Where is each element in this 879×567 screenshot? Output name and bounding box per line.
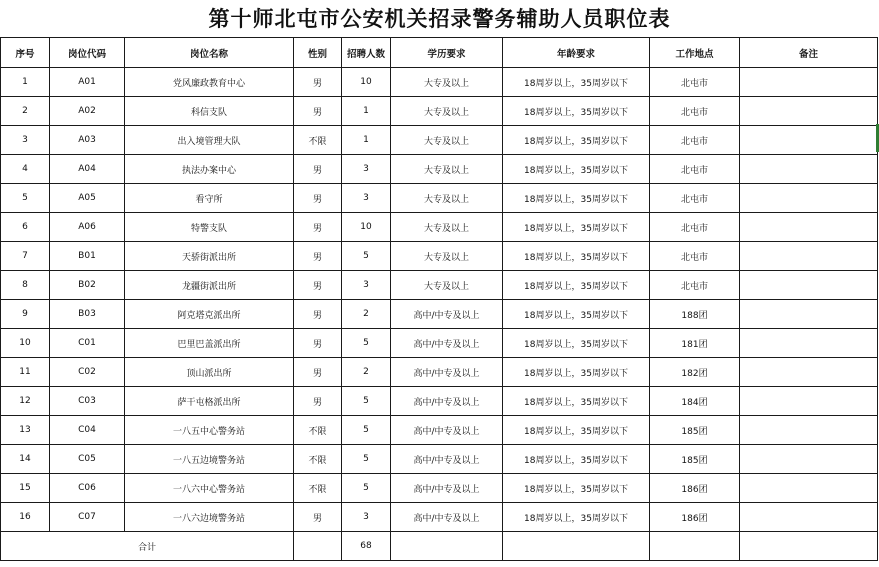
cell-code[interactable]: C05: [50, 445, 125, 474]
header-row: [1, 38, 878, 68]
cell-remark[interactable]: [740, 155, 878, 184]
table-row: [1, 213, 878, 242]
cell-location[interactable]: 182团: [650, 358, 740, 387]
cell-location[interactable]: 北屯市: [650, 271, 740, 300]
cell-name[interactable]: 萨干屯格派出所: [125, 387, 294, 416]
cell-remark[interactable]: [740, 474, 878, 503]
cell-gender[interactable]: 不限: [294, 474, 342, 503]
cell-seq[interactable]: 6: [1, 213, 50, 242]
table-row: [1, 68, 878, 97]
cell-remark[interactable]: [740, 184, 878, 213]
cell-age[interactable]: 18周岁以上，35周岁以下: [503, 358, 650, 387]
cell-education[interactable]: 高中/中专及以上: [391, 329, 503, 358]
table-row: [1, 474, 878, 503]
header-name[interactable]: 岗位名称: [125, 38, 294, 68]
cell-name[interactable]: 阿克塔克派出所: [125, 300, 294, 329]
cell-location[interactable]: 186团: [650, 503, 740, 532]
cell-count[interactable]: 3: [342, 503, 391, 532]
cell-remark[interactable]: [740, 387, 878, 416]
cell-seq[interactable]: 10: [1, 329, 50, 358]
cell-code[interactable]: A03: [50, 126, 125, 155]
cell-remark[interactable]: [740, 242, 878, 271]
table-row: [1, 300, 878, 329]
cell-name[interactable]: 一八六边境警务站: [125, 503, 294, 532]
cell-remark[interactable]: [740, 213, 878, 242]
cell-location[interactable]: 北屯市: [650, 126, 740, 155]
cell-location[interactable]: 181团: [650, 329, 740, 358]
cell-name[interactable]: 科信支队: [125, 97, 294, 126]
cell-count[interactable]: 1: [342, 126, 391, 155]
cell-code[interactable]: C02: [50, 358, 125, 387]
cell-seq[interactable]: 12: [1, 387, 50, 416]
cell-seq[interactable]: 9: [1, 300, 50, 329]
total-count[interactable]: 68: [342, 532, 391, 561]
cell-gender[interactable]: 男: [294, 242, 342, 271]
cell-gender[interactable]: 男: [294, 300, 342, 329]
cell-seq[interactable]: 11: [1, 358, 50, 387]
cell-code[interactable]: C01: [50, 329, 125, 358]
total-location-cell[interactable]: [650, 532, 740, 561]
cell-count[interactable]: 5: [342, 474, 391, 503]
cell-code[interactable]: A04: [50, 155, 125, 184]
cell-count[interactable]: 5: [342, 416, 391, 445]
cell-gender[interactable]: 男: [294, 271, 342, 300]
cell-location[interactable]: 北屯市: [650, 184, 740, 213]
document-title: 第十师北屯市公安机关招录警务辅助人员职位表: [208, 6, 671, 31]
cell-location[interactable]: 188团: [650, 300, 740, 329]
cell-gender[interactable]: 男: [294, 387, 342, 416]
cell-education[interactable]: 大专及以上: [391, 242, 503, 271]
cell-name[interactable]: 一八五中心警务站: [125, 416, 294, 445]
cell-age[interactable]: 18周岁以上，35周岁以下: [503, 329, 650, 358]
cell-name[interactable]: 执法办案中心: [125, 155, 294, 184]
cell-name[interactable]: 一八五边境警务站: [125, 445, 294, 474]
cell-location[interactable]: 北屯市: [650, 155, 740, 184]
cell-code[interactable]: C07: [50, 503, 125, 532]
cell-remark[interactable]: [740, 271, 878, 300]
cell-count[interactable]: 2: [342, 300, 391, 329]
table-row: [1, 97, 878, 126]
header-education[interactable]: 学历要求: [391, 38, 503, 68]
cell-education[interactable]: 高中/中专及以上: [391, 474, 503, 503]
total-gender-cell[interactable]: [294, 532, 342, 561]
positions-table: [0, 37, 878, 561]
cell-gender[interactable]: 男: [294, 503, 342, 532]
cell-seq[interactable]: 1: [1, 68, 50, 97]
cell-age[interactable]: 18周岁以上，35周岁以下: [503, 474, 650, 503]
cell-seq[interactable]: 16: [1, 503, 50, 532]
total-age-cell[interactable]: [503, 532, 650, 561]
cell-age[interactable]: 18周岁以上，35周岁以下: [503, 97, 650, 126]
cell-code[interactable]: C04: [50, 416, 125, 445]
cell-location[interactable]: 北屯市: [650, 213, 740, 242]
cell-seq[interactable]: 5: [1, 184, 50, 213]
cell-remark[interactable]: [740, 68, 878, 97]
cell-location[interactable]: 185团: [650, 416, 740, 445]
cell-count[interactable]: 5: [342, 387, 391, 416]
table-row: [1, 358, 878, 387]
cell-count[interactable]: 1: [342, 97, 391, 126]
header-location[interactable]: 工作地点: [650, 38, 740, 68]
cell-code[interactable]: A02: [50, 97, 125, 126]
header-code[interactable]: 岗位代码: [50, 38, 125, 68]
cell-age[interactable]: 18周岁以上，35周岁以下: [503, 155, 650, 184]
cell-code[interactable]: A05: [50, 184, 125, 213]
cell-gender[interactable]: 男: [294, 97, 342, 126]
header-seq[interactable]: 序号: [1, 38, 50, 68]
cell-location[interactable]: 186团: [650, 474, 740, 503]
cell-age[interactable]: 18周岁以上，35周岁以下: [503, 387, 650, 416]
cell-gender[interactable]: 不限: [294, 126, 342, 155]
cell-remark[interactable]: [740, 300, 878, 329]
cell-age[interactable]: 18周岁以上，35周岁以下: [503, 300, 650, 329]
cell-gender[interactable]: 不限: [294, 416, 342, 445]
cell-education[interactable]: 大专及以上: [391, 213, 503, 242]
cell-gender[interactable]: 男: [294, 213, 342, 242]
cell-education[interactable]: 大专及以上: [391, 68, 503, 97]
table-row: [1, 242, 878, 271]
cell-education[interactable]: 大专及以上: [391, 155, 503, 184]
cell-education[interactable]: 高中/中专及以上: [391, 503, 503, 532]
cell-age[interactable]: 18周岁以上，35周岁以下: [503, 242, 650, 271]
cell-gender[interactable]: 男: [294, 68, 342, 97]
cell-age[interactable]: 18周岁以上，35周岁以下: [503, 445, 650, 474]
cell-location[interactable]: 185团: [650, 445, 740, 474]
table-row: [1, 126, 878, 155]
table-row: [1, 155, 878, 184]
cell-seq[interactable]: 8: [1, 271, 50, 300]
cell-remark[interactable]: [740, 97, 878, 126]
cell-education[interactable]: 高中/中专及以上: [391, 358, 503, 387]
cell-count[interactable]: 5: [342, 445, 391, 474]
cell-count[interactable]: 3: [342, 155, 391, 184]
cell-seq[interactable]: 2: [1, 97, 50, 126]
cell-name[interactable]: 龙疆街派出所: [125, 271, 294, 300]
cell-code[interactable]: B01: [50, 242, 125, 271]
cell-education[interactable]: 大专及以上: [391, 97, 503, 126]
cell-code[interactable]: C03: [50, 387, 125, 416]
cell-age[interactable]: 18周岁以上，35周岁以下: [503, 184, 650, 213]
cell-count[interactable]: 10: [342, 213, 391, 242]
table-row: [1, 503, 878, 532]
table-row: [1, 387, 878, 416]
header-count[interactable]: 招聘人数: [342, 38, 391, 68]
table-row: [1, 271, 878, 300]
cell-seq[interactable]: 7: [1, 242, 50, 271]
total-education-cell[interactable]: [391, 532, 503, 561]
table-row: [1, 416, 878, 445]
total-label[interactable]: 合计: [1, 532, 294, 561]
header-remark[interactable]: 备注: [740, 38, 878, 68]
cell-education[interactable]: 高中/中专及以上: [391, 445, 503, 474]
cell-remark[interactable]: [740, 445, 878, 474]
cell-name[interactable]: 天骄街派出所: [125, 242, 294, 271]
table-row: [1, 445, 878, 474]
cell-name[interactable]: 出入境管理大队: [125, 126, 294, 155]
table-row: [1, 329, 878, 358]
cell-gender[interactable]: 男: [294, 184, 342, 213]
cell-education[interactable]: 高中/中专及以上: [391, 416, 503, 445]
cell-gender[interactable]: 不限: [294, 445, 342, 474]
cell-remark[interactable]: [740, 503, 878, 532]
cell-name[interactable]: 看守所: [125, 184, 294, 213]
cell-count[interactable]: 10: [342, 68, 391, 97]
cell-location[interactable]: 184团: [650, 387, 740, 416]
cell-age[interactable]: 18周岁以上，35周岁以下: [503, 68, 650, 97]
cell-code[interactable]: B03: [50, 300, 125, 329]
cell-location[interactable]: 北屯市: [650, 242, 740, 271]
cell-seq[interactable]: 4: [1, 155, 50, 184]
cell-name[interactable]: 顶山派出所: [125, 358, 294, 387]
cell-count[interactable]: 5: [342, 242, 391, 271]
cell-seq[interactable]: 13: [1, 416, 50, 445]
cell-name[interactable]: 一八六中心警务站: [125, 474, 294, 503]
cell-education[interactable]: 大专及以上: [391, 126, 503, 155]
header-gender[interactable]: 性别: [294, 38, 342, 68]
cell-name[interactable]: 巴里巴盖派出所: [125, 329, 294, 358]
total-remark-cell[interactable]: [740, 532, 878, 561]
cell-education[interactable]: 大专及以上: [391, 184, 503, 213]
cell-gender[interactable]: 男: [294, 155, 342, 184]
cell-remark[interactable]: [740, 358, 878, 387]
cell-name[interactable]: 特警支队: [125, 213, 294, 242]
total-row: [1, 532, 878, 561]
cell-remark[interactable]: [740, 329, 878, 358]
cell-code[interactable]: C06: [50, 474, 125, 503]
cell-gender[interactable]: 男: [294, 358, 342, 387]
cell-code[interactable]: A06: [50, 213, 125, 242]
cell-age[interactable]: 18周岁以上，35周岁以下: [503, 271, 650, 300]
cell-count[interactable]: 3: [342, 271, 391, 300]
cell-count[interactable]: 3: [342, 184, 391, 213]
cell-code[interactable]: B02: [50, 271, 125, 300]
cell-count[interactable]: 5: [342, 329, 391, 358]
cell-education[interactable]: 大专及以上: [391, 271, 503, 300]
table-row: [1, 184, 878, 213]
cell-age[interactable]: 18周岁以上，35周岁以下: [503, 126, 650, 155]
cell-education[interactable]: 高中/中专及以上: [391, 387, 503, 416]
cell-count[interactable]: 2: [342, 358, 391, 387]
cell-seq[interactable]: 3: [1, 126, 50, 155]
header-age[interactable]: 年龄要求: [503, 38, 650, 68]
cell-seq[interactable]: 14: [1, 445, 50, 474]
cell-location[interactable]: 北屯市: [650, 68, 740, 97]
cell-seq[interactable]: 15: [1, 474, 50, 503]
cell-age[interactable]: 18周岁以上，35周岁以下: [503, 503, 650, 532]
cell-age[interactable]: 18周岁以上，35周岁以下: [503, 213, 650, 242]
cell-remark[interactable]: [740, 126, 878, 155]
cell-age[interactable]: 18周岁以上，35周岁以下: [503, 416, 650, 445]
cell-code[interactable]: A01: [50, 68, 125, 97]
cell-remark[interactable]: [740, 416, 878, 445]
cell-location[interactable]: 北屯市: [650, 97, 740, 126]
cell-name[interactable]: 党风廉政教育中心: [125, 68, 294, 97]
cell-education[interactable]: 高中/中专及以上: [391, 300, 503, 329]
cell-gender[interactable]: 男: [294, 329, 342, 358]
